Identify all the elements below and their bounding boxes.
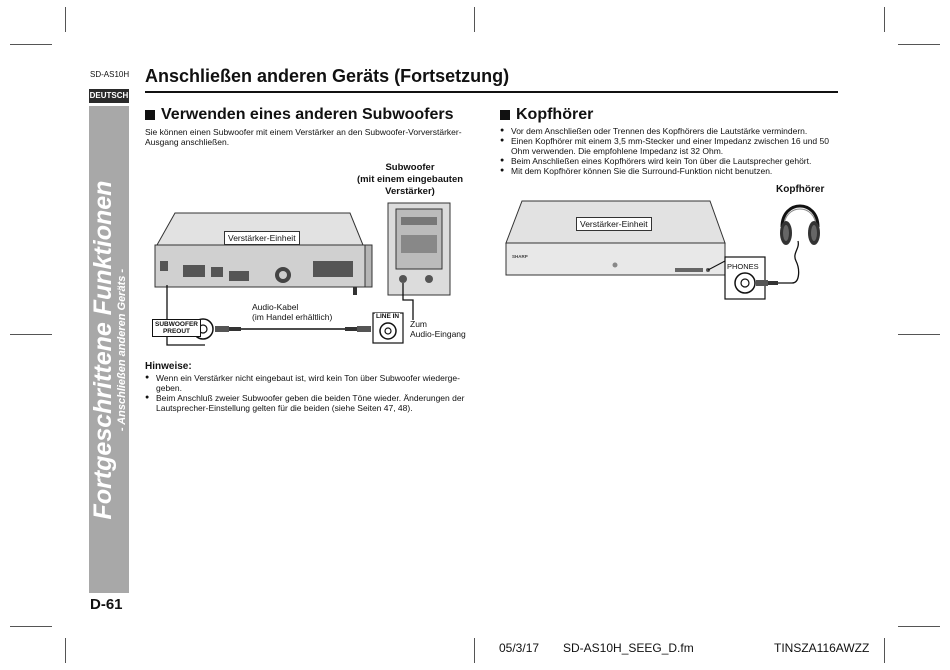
subwoofer-label: Subwoofer (mit einem eingebauten Verstärker) [356,162,464,197]
subwoofer-preout-jack-label: SUBWOOFER PREOUT [152,319,201,337]
subwoofer-intro: Sie können einen Subwoofer mit einem Verstärker an den Subwoofer-Vorverstärker-Ausgang anschließen. [145,127,462,147]
list-item: ● Beim Anschluß zweier Subwoofer geben die beiden Töne wieder. Änderungen der Lautsprecher-Einstellung gelten für die beiden (siehe Seiten 47, 48). [145,393,485,413]
title-rule [145,91,838,93]
crop-mark [65,638,66,663]
model-number: SD-AS10H [90,70,130,79]
list-item: ● Wenn ein Verstärker nicht eingebaut ist, wird kein Ton über Subwoofer wiederge-geben. [145,373,485,393]
crop-mark [898,626,940,627]
headphones-connection-diagram [500,195,840,305]
sidebar-text [90,180,128,519]
crop-mark [884,638,885,663]
subwoofer-heading: Verwenden eines anderen Subwoofers [145,106,454,124]
crop-mark [884,7,885,32]
crop-mark [898,44,940,45]
sidebar-main-title: Fortgeschrittene Funktionen [89,180,117,519]
headphones-heading: Kopfhörer [500,106,593,124]
crop-mark [474,638,475,663]
square-bullet-icon [500,110,510,120]
crop-mark [10,334,52,335]
crop-mark [65,7,66,32]
sidebar-subtitle: - Anschließen anderen Geräts - [116,268,128,431]
crop-mark [10,44,52,45]
cable-label: Audio-Kabel (im Handel erhältlich) [252,302,333,322]
phones-jack-label: PHONES [727,262,759,271]
footer-date: 05/3/17 [499,641,540,655]
list-item: ● Vor dem Anschließen oder Trennen des Kopfhörers die Lautstärke vermindern. [500,126,840,136]
page-number: D-61 [90,596,123,613]
footer-code: TINSZA116AWZZ [774,641,870,655]
crop-mark [898,334,940,335]
headphones-label: Kopfhörer [776,184,825,195]
amp-unit-label: Verstärker-Einheit [576,217,652,231]
notes-list [145,373,485,413]
list-item: ● Einen Kopfhörer mit einem 3,5 mm-Stecker und einer Impedanz zwischen 16 und 50 Ohm verwenden. Die empfohlene Impedanz ist 32 Ohm. [500,136,840,156]
square-bullet-icon [145,110,155,120]
notes-heading: Hinweise: [145,361,192,372]
line-in-jack-label: LINE IN [376,313,400,320]
sidebar-band [89,106,129,593]
list-item: ● Mit dem Kopfhörer können Sie die Surround-Funktion nicht benutzen. [500,166,840,176]
footer-file: SD-AS10H_SEEG_D.fm [563,641,694,655]
crop-mark [10,626,52,627]
language-badge: DEUTSCH [89,89,129,103]
list-item: ● Beim Anschließen eines Kopfhörers wird kein Ton über die Lautsprecher gehört. [500,156,840,166]
amp-unit-label: Verstärker-Einheit [224,231,300,245]
page-title: Anschließen anderen Geräts (Fortsetzung) [145,66,510,86]
brand-label: SHARP [512,254,528,259]
crop-mark [474,7,475,32]
to-audio-input-label: Zum Audio-Eingang [410,319,466,339]
headphones-bullets [500,126,840,176]
